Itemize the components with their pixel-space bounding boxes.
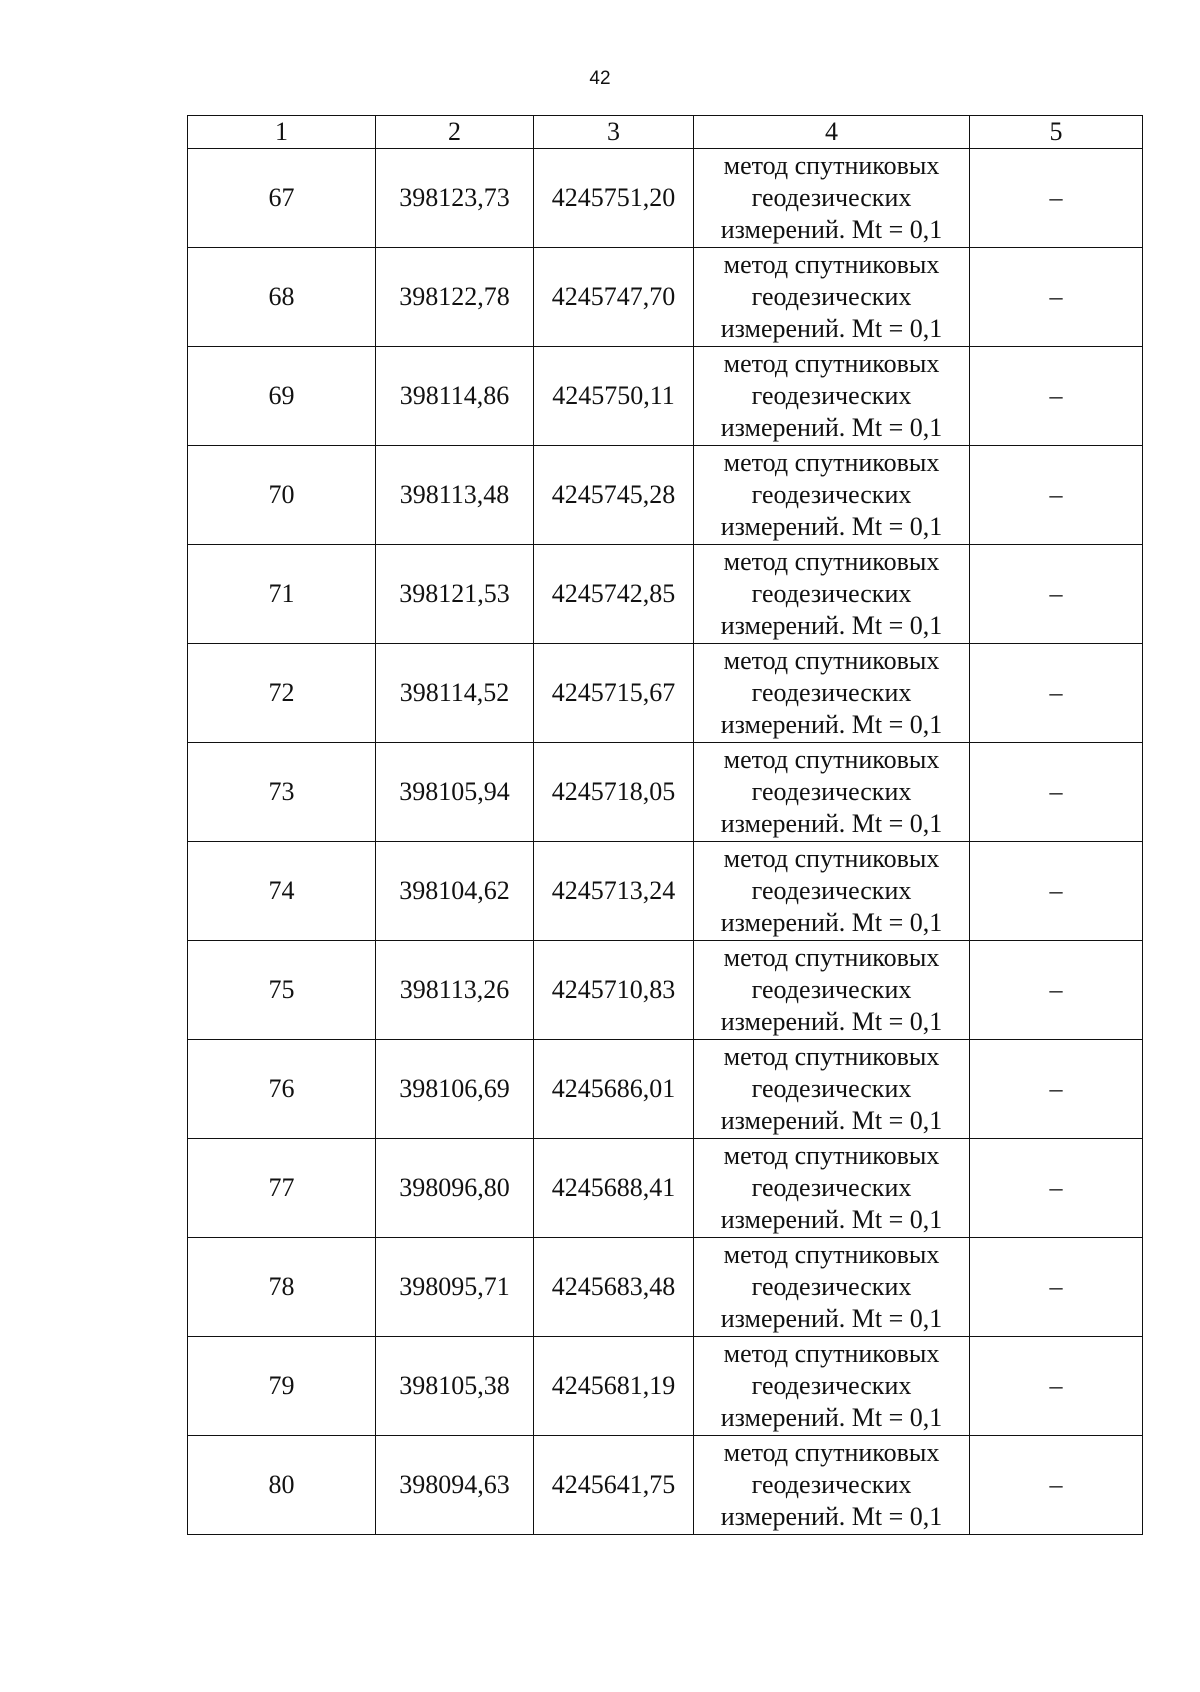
y-coordinate-cell: 4245747,70 <box>534 248 694 347</box>
method-cell <box>694 149 970 248</box>
note-cell: – <box>970 743 1143 842</box>
x-coordinate-cell: 398096,80 <box>376 1139 534 1238</box>
x-coordinate-cell: 398113,26 <box>376 941 534 1040</box>
note-cell: – <box>970 347 1143 446</box>
method-line: геодезических <box>751 480 912 509</box>
method-line: метод спутниковых <box>723 943 940 972</box>
method-cell <box>694 1436 970 1535</box>
method-line: измерений. Mt = 0,1 <box>720 1304 943 1333</box>
table-body <box>188 149 1143 1535</box>
table-row <box>188 1436 1143 1535</box>
y-coordinate-cell: 4245718,05 <box>534 743 694 842</box>
note-cell: – <box>970 1436 1143 1535</box>
method-cell <box>694 347 970 446</box>
method-line: геодезических <box>751 975 912 1004</box>
note-cell: – <box>970 842 1143 941</box>
y-coordinate-cell: 4245750,11 <box>534 347 694 446</box>
method-line: измерений. Mt = 0,1 <box>720 1205 943 1234</box>
y-coordinate-cell: 4245751,20 <box>534 149 694 248</box>
coordinates-table <box>187 115 1143 1535</box>
note-cell: – <box>970 1337 1143 1436</box>
method-cell <box>694 1238 970 1337</box>
header-row <box>188 116 1143 149</box>
y-coordinate-cell: 4245688,41 <box>534 1139 694 1238</box>
method-line: геодезических <box>751 183 912 212</box>
method-line: измерений. Mt = 0,1 <box>720 1106 943 1135</box>
note-cell: – <box>970 149 1143 248</box>
table-row <box>188 1337 1143 1436</box>
method-line: геодезических <box>751 876 912 905</box>
method-line: геодезических <box>751 1272 912 1301</box>
point-number-cell: 78 <box>188 1238 376 1337</box>
x-coordinate-cell: 398105,94 <box>376 743 534 842</box>
method-line: измерений. Mt = 0,1 <box>720 512 943 541</box>
method-line: измерений. Mt = 0,1 <box>720 413 943 442</box>
method-line: геодезических <box>751 579 912 608</box>
method-line: геодезических <box>751 282 912 311</box>
y-coordinate-cell: 4245710,83 <box>534 941 694 1040</box>
method-line: геодезических <box>751 1371 912 1400</box>
method-cell <box>694 446 970 545</box>
method-line: метод спутниковых <box>723 1042 940 1071</box>
method-line: измерений. Mt = 0,1 <box>720 908 943 937</box>
note-cell: – <box>970 644 1143 743</box>
method-line: метод спутниковых <box>723 1438 940 1467</box>
x-coordinate-cell: 398113,48 <box>376 446 534 545</box>
column-header-1: 1 <box>188 116 376 149</box>
table-row <box>188 248 1143 347</box>
point-number-cell: 67 <box>188 149 376 248</box>
page-number: 42 <box>589 68 611 89</box>
table-row <box>188 644 1143 743</box>
y-coordinate-cell: 4245713,24 <box>534 842 694 941</box>
note-cell: – <box>970 1238 1143 1337</box>
column-header-2: 2 <box>376 116 534 149</box>
table-row <box>188 347 1143 446</box>
point-number-cell: 72 <box>188 644 376 743</box>
point-number-cell: 69 <box>188 347 376 446</box>
method-cell <box>694 1337 970 1436</box>
column-header-5: 5 <box>970 116 1143 149</box>
x-coordinate-cell: 398095,71 <box>376 1238 534 1337</box>
method-line: метод спутниковых <box>723 547 940 576</box>
note-cell: – <box>970 1040 1143 1139</box>
table-row <box>188 1040 1143 1139</box>
point-number-cell: 75 <box>188 941 376 1040</box>
point-number-cell: 79 <box>188 1337 376 1436</box>
note-cell: – <box>970 545 1143 644</box>
method-cell <box>694 1040 970 1139</box>
x-coordinate-cell: 398104,62 <box>376 842 534 941</box>
method-line: измерений. Mt = 0,1 <box>720 314 943 343</box>
method-line: геодезических <box>751 1173 912 1202</box>
table-row <box>188 743 1143 842</box>
note-cell: – <box>970 1139 1143 1238</box>
x-coordinate-cell: 398094,63 <box>376 1436 534 1535</box>
column-header-4: 4 <box>694 116 970 149</box>
table-header <box>188 116 1143 149</box>
method-cell <box>694 248 970 347</box>
method-line: метод спутниковых <box>723 844 940 873</box>
x-coordinate-cell: 398114,52 <box>376 644 534 743</box>
y-coordinate-cell: 4245641,75 <box>534 1436 694 1535</box>
method-line: метод спутниковых <box>723 151 940 180</box>
point-number-cell: 80 <box>188 1436 376 1535</box>
method-line: метод спутниковых <box>723 646 940 675</box>
method-line: геодезических <box>751 678 912 707</box>
point-number-cell: 71 <box>188 545 376 644</box>
table-row <box>188 446 1143 545</box>
note-cell: – <box>970 941 1143 1040</box>
point-number-cell: 68 <box>188 248 376 347</box>
point-number-cell: 70 <box>188 446 376 545</box>
method-line: измерений. Mt = 0,1 <box>720 1403 943 1432</box>
y-coordinate-cell: 4245715,67 <box>534 644 694 743</box>
point-number-cell: 74 <box>188 842 376 941</box>
x-coordinate-cell: 398114,86 <box>376 347 534 446</box>
method-cell <box>694 1139 970 1238</box>
method-cell <box>694 842 970 941</box>
method-line: геодезических <box>751 1470 912 1499</box>
table-row <box>188 941 1143 1040</box>
y-coordinate-cell: 4245742,85 <box>534 545 694 644</box>
table-row <box>188 1238 1143 1337</box>
method-cell <box>694 545 970 644</box>
method-line: геодезических <box>751 381 912 410</box>
table-row <box>188 842 1143 941</box>
point-number-cell: 77 <box>188 1139 376 1238</box>
note-cell: – <box>970 248 1143 347</box>
method-line: измерений. Mt = 0,1 <box>720 710 943 739</box>
table-row <box>188 545 1143 644</box>
method-line: метод спутниковых <box>723 1141 940 1170</box>
method-cell <box>694 743 970 842</box>
method-line: измерений. Mt = 0,1 <box>720 1502 943 1531</box>
method-line: геодезических <box>751 777 912 806</box>
method-cell <box>694 644 970 743</box>
method-line: измерений. Mt = 0,1 <box>720 1007 943 1036</box>
method-line: метод спутниковых <box>723 250 940 279</box>
column-header-3: 3 <box>534 116 694 149</box>
x-coordinate-cell: 398123,73 <box>376 149 534 248</box>
method-line: измерений. Mt = 0,1 <box>720 611 943 640</box>
method-line: метод спутниковых <box>723 349 940 378</box>
method-line: измерений. Mt = 0,1 <box>720 809 943 838</box>
method-line: метод спутниковых <box>723 448 940 477</box>
table-row <box>188 149 1143 248</box>
method-line: измерений. Mt = 0,1 <box>720 215 943 244</box>
point-number-cell: 76 <box>188 1040 376 1139</box>
method-line: геодезических <box>751 1074 912 1103</box>
y-coordinate-cell: 4245681,19 <box>534 1337 694 1436</box>
x-coordinate-cell: 398106,69 <box>376 1040 534 1139</box>
y-coordinate-cell: 4245745,28 <box>534 446 694 545</box>
method-line: метод спутниковых <box>723 1240 940 1269</box>
method-line: метод спутниковых <box>723 1339 940 1368</box>
note-cell: – <box>970 446 1143 545</box>
x-coordinate-cell: 398121,53 <box>376 545 534 644</box>
point-number-cell: 73 <box>188 743 376 842</box>
x-coordinate-cell: 398122,78 <box>376 248 534 347</box>
table-row <box>188 1139 1143 1238</box>
method-cell <box>694 941 970 1040</box>
method-line: метод спутниковых <box>723 745 940 774</box>
y-coordinate-cell: 4245686,01 <box>534 1040 694 1139</box>
y-coordinate-cell: 4245683,48 <box>534 1238 694 1337</box>
x-coordinate-cell: 398105,38 <box>376 1337 534 1436</box>
